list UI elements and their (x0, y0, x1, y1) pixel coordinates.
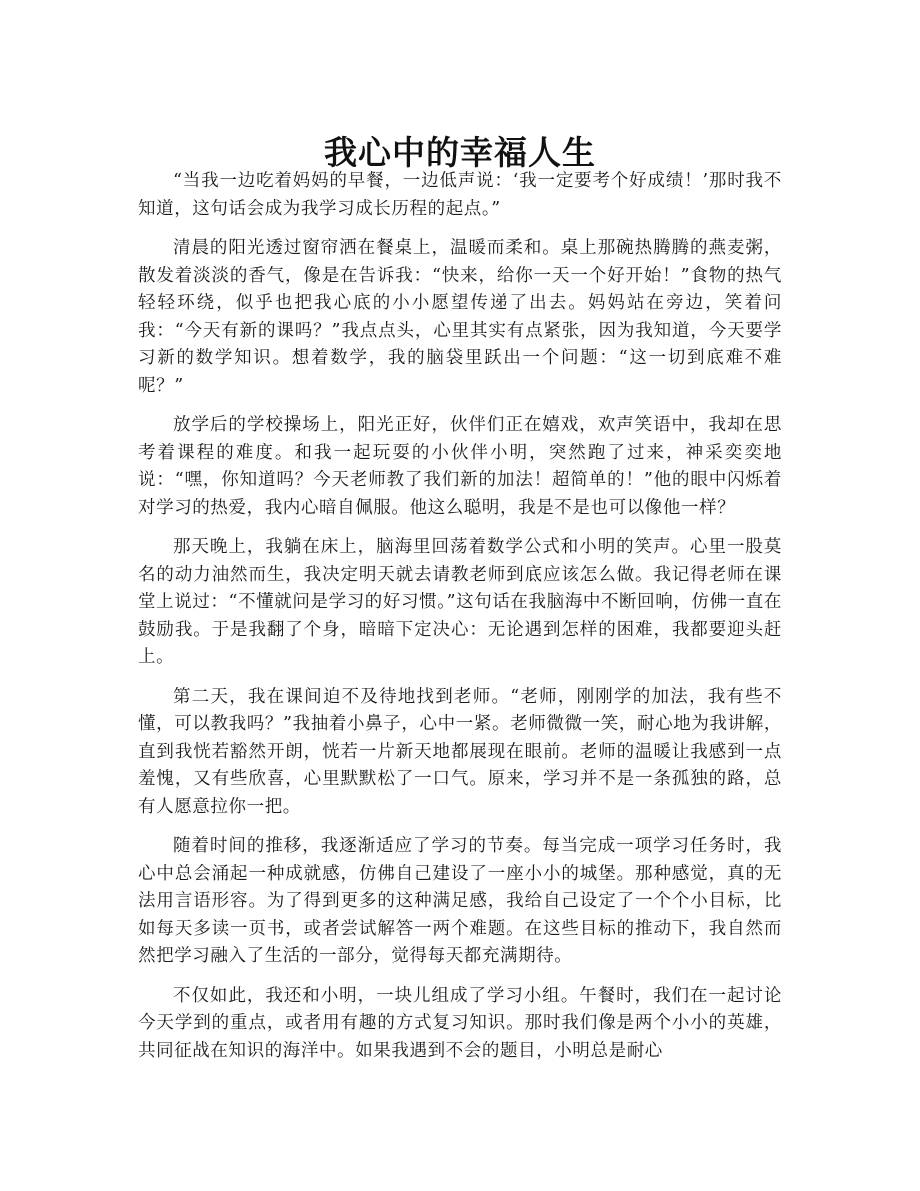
document-title: 我心中的幸福人生 (324, 133, 596, 173)
paragraph: 不仅如此，我还和小明，一块儿组成了学习小组。午餐时，我们在一起讨论今天学到的重点，或者用有趣的方式复习知识。那时我们像是两个小小的英雄，共同征战在知识的海洋中。如果我遇到不会的题目，小明总是耐心 (138, 985, 782, 1061)
paragraph: 清晨的阳光透过窗帘洒在餐桌上，温暖而柔和。桌上那碗热腾腾的燕麦粥，散发着淡淡的香气，像是在告诉我：“快来，给你一天一个好开始！”食物的热气轻轻环绕，似乎也把我心底的小小愿望传递了出去。妈妈站在旁边，笑着问我：“今天有新的课吗？”我点点头，心里其实有点紧张，因为我知道，今天要学习新的数学知识。想着数学，我的脑袋里跃出一个问题：“这一切到底难不难呢？” (138, 238, 782, 396)
paragraph: 那天晚上，我躺在床上，脑海里回荡着数学公式和小明的笑声。心里一股莫名的动力油然而生，我决定明天就去请教老师到底应该怎么做。我记得老师在课堂上说过：“不懂就问是学习的好习惯。”这句话在我脑海中不断回响，仿佛一直在鼓励我。于是我翻了个身，暗暗下定决心：无论遇到怎样的困难，我都要迎头赶上。 (138, 537, 782, 667)
paragraph: 第二天，我在课间迫不及待地找到老师。“老师，刚刚学的加法，我有些不懂，可以教我吗？”我抽着小鼻子，心中一紧。老师微微一笑，耐心地为我讲解，直到我恍若豁然开朗，恍若一片新天地都展现在眼前。老师的温暖让我感到一点羞愧，又有些欣喜，心里默默松了一口气。原来，学习并不是一条孤独的路，总有人愿意拉你一把。 (138, 686, 782, 817)
paragraph: “当我一边吃着妈妈的早餐，一边低声说：‘我一定要考个好成绩！’那时我不知道，这句话会成为我学习成长历程的起点。” (138, 171, 782, 219)
paragraph: 随着时间的推移，我逐渐适应了学习的节奏。每当完成一项学习任务时，我心中总会涌起一种成就感，仿佛自己建设了一座小小的城堡。那种感觉，真的无法用言语形容。为了得到更多的这种满足感，我给自己设定了一个个小目标，比如每天多读一页书，或者尝试解答一两个难题。在这些目标的推动下，我自然而然把学习融入了生活的一部分，觉得每天都充满期待。 (138, 836, 782, 966)
paragraph: 放学后的学校操场上，阳光正好，伙伴们正在嬉戏，欢声笑语中，我却在思考着课程的难度。和我一起玩耍的小伙伴小明，突然跑了过来，神采奕奕地说：“嘿，你知道吗？今天老师教了我们新的加法！超简单的！”他的眼中闪烁着对学习的热爱，我内心暗自佩服。他这么聪明，我是不是也可以像他一样？ (138, 415, 782, 518)
document-body (138, 168, 782, 1077)
